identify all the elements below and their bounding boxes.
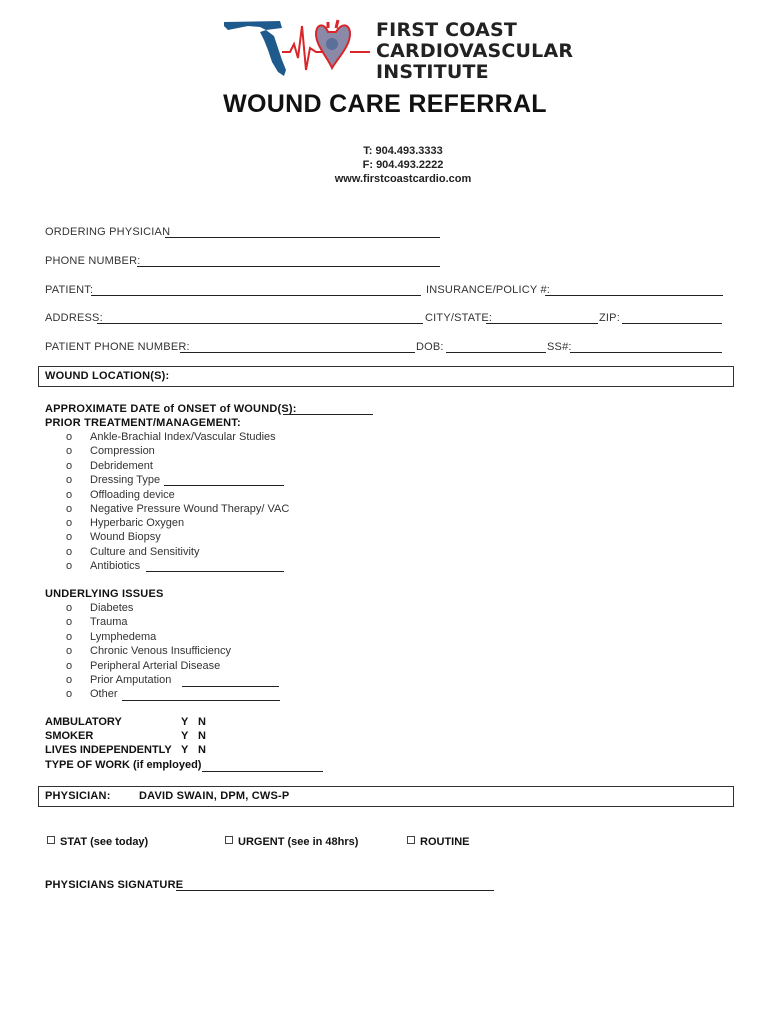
- physician-row: [38, 786, 734, 807]
- ambulatory-yes[interactable]: Y: [181, 716, 189, 728]
- stat-checkbox[interactable]: STAT (see today): [47, 836, 148, 848]
- logo-line-2: CARDIOVASCULAR: [376, 40, 574, 62]
- lives-independently-no[interactable]: N: [198, 744, 206, 756]
- physician-name: DAVID SWAIN, DPM, CWS-P: [139, 790, 290, 802]
- patient-phone-label: PATIENT PHONE NUMBER:: [45, 341, 190, 353]
- phone-number-field[interactable]: [137, 266, 440, 267]
- type-of-work-field[interactable]: [202, 771, 323, 772]
- wound-location-field[interactable]: [38, 366, 734, 387]
- website-link[interactable]: www.firstcoastcardio.com: [334, 173, 472, 185]
- signature-field[interactable]: [176, 890, 494, 891]
- patient-label: PATIENT:: [45, 284, 94, 296]
- logo-line-3: INSTITUTE: [376, 61, 489, 83]
- logo-wordmark: [376, 20, 573, 83]
- zip-label: ZIP:: [599, 312, 620, 324]
- smoker-no[interactable]: N: [198, 730, 206, 742]
- fax-text: F: 904.493.2222: [362, 159, 444, 171]
- lives-independently-label: LIVES INDEPENDENTLY: [45, 744, 172, 756]
- urgent-checkbox[interactable]: URGENT (see in 48hrs): [225, 836, 358, 848]
- smoker-label: SMOKER: [45, 730, 94, 742]
- insurance-field[interactable]: [545, 295, 723, 296]
- other-field[interactable]: [122, 700, 280, 701]
- checkbox-icon: [225, 836, 233, 844]
- florida-map-shape: [224, 21, 286, 76]
- address-label: ADDRESS:: [45, 312, 103, 324]
- city-state-label: CITY/STATE:: [425, 312, 493, 324]
- dob-field[interactable]: [446, 352, 546, 353]
- checkbox-icon: [407, 836, 415, 844]
- dressing-type-field[interactable]: [164, 485, 284, 486]
- dob-label: DOB:: [416, 341, 444, 353]
- ambulatory-no[interactable]: N: [198, 716, 206, 728]
- zip-field[interactable]: [622, 323, 722, 324]
- underlying-issues-heading: UNDERLYING ISSUES: [45, 588, 164, 600]
- heart-icon: [316, 20, 350, 68]
- ss-field[interactable]: [570, 352, 722, 353]
- prior-treatment-heading: PRIOR TREATMENT/MANAGEMENT:: [45, 417, 241, 429]
- patient-phone-field[interactable]: [180, 352, 415, 353]
- patient-field[interactable]: [91, 295, 421, 296]
- phone-number-label: PHONE NUMBER:: [45, 255, 141, 267]
- wound-location-label: WOUND LOCATION(S):: [45, 370, 170, 382]
- ambulatory-label: AMBULATORY: [45, 716, 122, 728]
- address-field[interactable]: [97, 323, 423, 324]
- smoker-yes[interactable]: Y: [181, 730, 189, 742]
- onset-label: APPROXIMATE DATE of ONSET of WOUND(S):: [45, 403, 297, 415]
- prior-amputation-field[interactable]: [182, 686, 279, 687]
- lives-independently-yes[interactable]: Y: [181, 744, 189, 756]
- ordering-physician-label: ORDERING PHYSICIAN: [45, 226, 171, 238]
- page-title: WOUND CARE REFERRAL: [223, 90, 547, 118]
- phone-text: T: 904.493.3333: [363, 145, 443, 157]
- antibiotics-field[interactable]: [146, 571, 284, 572]
- physician-label: PHYSICIAN:: [45, 790, 111, 802]
- city-state-field[interactable]: [486, 323, 598, 324]
- logo-line-1: FIRST COAST: [376, 19, 518, 41]
- onset-date-field[interactable]: [283, 414, 373, 415]
- routine-checkbox[interactable]: ROUTINE: [407, 836, 470, 848]
- ss-label: SS#:: [547, 341, 572, 353]
- ordering-physician-field[interactable]: [165, 237, 440, 238]
- type-of-work-label: TYPE OF WORK (if employed): [45, 759, 202, 771]
- insurance-label: INSURANCE/POLICY #:: [426, 284, 551, 296]
- signature-label: PHYSICIANS SIGNATURE: [45, 879, 184, 891]
- checkbox-icon: [47, 836, 55, 844]
